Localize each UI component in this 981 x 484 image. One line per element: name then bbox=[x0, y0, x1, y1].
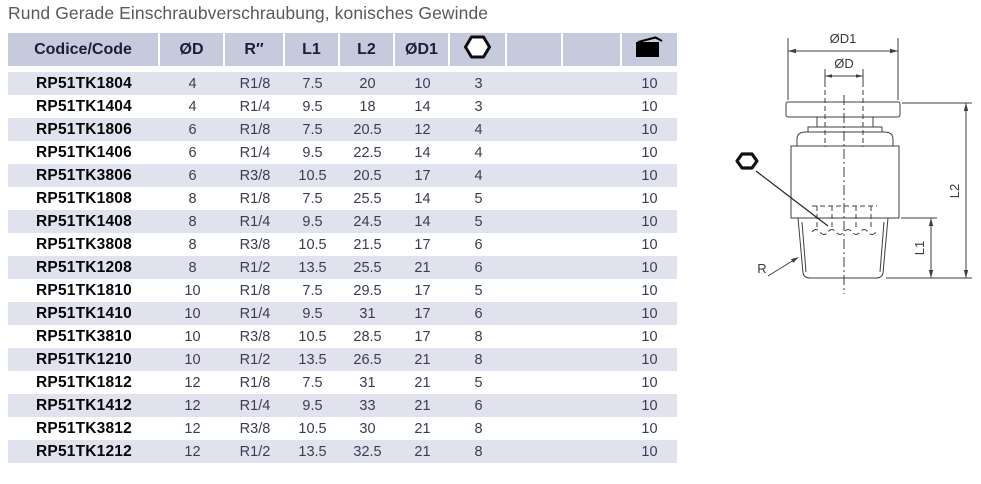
column-header-hex bbox=[450, 33, 507, 66]
column-header-spacer2 bbox=[563, 33, 622, 66]
cell-spacer2 bbox=[563, 371, 622, 394]
technical-drawing bbox=[700, 10, 981, 310]
cell-d1: 21 bbox=[414, 420, 431, 437]
cell-spacer1 bbox=[507, 371, 563, 394]
cell-pack: 10 bbox=[641, 328, 658, 345]
cell-spacer2 bbox=[563, 348, 622, 371]
cell-l2: 20 bbox=[359, 75, 376, 92]
cell-pack: 10 bbox=[641, 121, 658, 138]
cell-spacer2 bbox=[563, 302, 622, 325]
cell-l2: 21.5 bbox=[353, 236, 382, 253]
hex-nut-symbol bbox=[737, 154, 828, 226]
cell-code: RP51TK1808 bbox=[36, 189, 132, 207]
cell-r: R1/4 bbox=[239, 397, 271, 414]
cell-d: 6 bbox=[188, 167, 197, 184]
cell-pack: 10 bbox=[641, 144, 658, 161]
cell-d1: 17 bbox=[414, 305, 431, 322]
cell-spacer1 bbox=[507, 417, 563, 440]
table-row bbox=[8, 118, 677, 141]
cell-pack: 10 bbox=[641, 213, 658, 230]
cell-spacer1 bbox=[507, 210, 563, 233]
cell-pack: 10 bbox=[641, 236, 658, 253]
cell-spacer2 bbox=[563, 233, 622, 256]
cell-r: R3/8 bbox=[239, 167, 271, 184]
cell-hex: 8 bbox=[474, 328, 483, 345]
column-header-l2: L2 bbox=[340, 33, 395, 66]
column-header-r: R″ bbox=[225, 33, 285, 66]
cell-spacer2 bbox=[563, 141, 622, 164]
cell-d1: 14 bbox=[414, 98, 431, 115]
cell-hex: 4 bbox=[474, 167, 483, 184]
cell-d: 8 bbox=[188, 259, 197, 276]
cell-d: 12 bbox=[184, 420, 201, 437]
cell-l2: 28.5 bbox=[353, 328, 382, 345]
cell-pack: 10 bbox=[641, 305, 658, 322]
cell-code: RP51TK1812 bbox=[36, 373, 132, 391]
cell-d: 10 bbox=[184, 328, 201, 345]
cell-pack: 10 bbox=[641, 420, 658, 437]
cell-l1: 13.5 bbox=[298, 259, 327, 276]
cell-l1: 9.5 bbox=[302, 98, 323, 115]
cell-spacer2 bbox=[563, 118, 622, 141]
cell-spacer2 bbox=[563, 95, 622, 118]
cell-hex: 3 bbox=[474, 98, 483, 115]
cell-l1: 10.5 bbox=[298, 167, 327, 184]
cell-code: RP51TK3812 bbox=[36, 419, 132, 437]
cell-pack: 10 bbox=[641, 374, 658, 391]
cell-r: R1/4 bbox=[239, 305, 271, 322]
column-header-spacer1 bbox=[507, 33, 563, 66]
cell-pack: 10 bbox=[641, 190, 658, 207]
cell-spacer1 bbox=[507, 141, 563, 164]
cell-d1: 21 bbox=[414, 374, 431, 391]
cell-l1: 9.5 bbox=[302, 144, 323, 161]
cell-r: R1/8 bbox=[239, 190, 271, 207]
cell-code: RP51TK1806 bbox=[36, 120, 132, 138]
cell-pack: 10 bbox=[641, 351, 658, 368]
cell-d1: 17 bbox=[414, 236, 431, 253]
cell-hex: 8 bbox=[474, 443, 483, 460]
cell-l2: 18 bbox=[359, 98, 376, 115]
cell-r: R3/8 bbox=[239, 328, 271, 345]
cell-d: 8 bbox=[188, 213, 197, 230]
table-row bbox=[8, 371, 677, 394]
cell-l1: 7.5 bbox=[302, 75, 323, 92]
table-row bbox=[8, 72, 677, 95]
cell-spacer1 bbox=[507, 233, 563, 256]
cell-spacer1 bbox=[507, 440, 563, 463]
cell-d: 10 bbox=[184, 282, 201, 299]
cell-d: 8 bbox=[188, 236, 197, 253]
cell-l2: 24.5 bbox=[353, 213, 382, 230]
cell-spacer2 bbox=[563, 164, 622, 187]
table-row bbox=[8, 210, 677, 233]
cell-d: 10 bbox=[184, 305, 201, 322]
table-row bbox=[8, 302, 677, 325]
cell-spacer2 bbox=[563, 256, 622, 279]
column-header-d1: ØD1 bbox=[395, 33, 450, 66]
cell-l1: 9.5 bbox=[302, 397, 323, 414]
cell-code: RP51TK1404 bbox=[36, 97, 132, 115]
table-row bbox=[8, 440, 677, 463]
cell-l2: 29.5 bbox=[353, 282, 382, 299]
cell-l2: 30 bbox=[359, 420, 376, 437]
cell-spacer2 bbox=[563, 279, 622, 302]
cell-d1: 14 bbox=[414, 190, 431, 207]
cell-spacer1 bbox=[507, 279, 563, 302]
table-row bbox=[8, 256, 677, 279]
cell-spacer2 bbox=[563, 72, 622, 95]
cell-pack: 10 bbox=[641, 443, 658, 460]
cell-l1: 9.5 bbox=[302, 213, 323, 230]
cell-l1: 7.5 bbox=[302, 374, 323, 391]
cell-pack: 10 bbox=[641, 282, 658, 299]
column-header-d: ØD bbox=[160, 33, 225, 66]
cell-d1: 12 bbox=[414, 121, 431, 138]
cell-d: 6 bbox=[188, 121, 197, 138]
cell-spacer2 bbox=[563, 394, 622, 417]
cell-code: RP51TK1212 bbox=[36, 442, 132, 460]
cell-spacer1 bbox=[507, 72, 563, 95]
cell-pack: 10 bbox=[641, 167, 658, 184]
cell-d1: 17 bbox=[414, 282, 431, 299]
cell-hex: 5 bbox=[474, 374, 483, 391]
cell-l2: 25.5 bbox=[353, 190, 382, 207]
table-body bbox=[8, 72, 677, 463]
cell-hex: 5 bbox=[474, 282, 483, 299]
table-row bbox=[8, 141, 677, 164]
cell-d: 4 bbox=[188, 98, 197, 115]
cell-spacer1 bbox=[507, 118, 563, 141]
hex-nut-icon bbox=[464, 35, 491, 64]
cell-l1: 7.5 bbox=[302, 282, 323, 299]
cell-hex: 8 bbox=[474, 420, 483, 437]
table-header-row bbox=[8, 33, 677, 66]
cell-code: RP51TK1810 bbox=[36, 281, 132, 299]
cell-spacer1 bbox=[507, 187, 563, 210]
cell-hex: 8 bbox=[474, 351, 483, 368]
cell-l1: 10.5 bbox=[298, 236, 327, 253]
cell-d: 12 bbox=[184, 397, 201, 414]
cell-r: R3/8 bbox=[239, 420, 271, 437]
cell-r: R1/4 bbox=[239, 98, 271, 115]
cell-l2: 22.5 bbox=[353, 144, 382, 161]
cell-l2: 25.5 bbox=[353, 259, 382, 276]
cell-pack: 10 bbox=[641, 259, 658, 276]
cell-l1: 9.5 bbox=[302, 305, 323, 322]
cell-l2: 20.5 bbox=[353, 121, 382, 138]
page-title: Rund Gerade Einschraubverschraubung, konisches Gewinde bbox=[8, 3, 489, 23]
cell-code: RP51TK1410 bbox=[36, 304, 132, 322]
cell-l2: 32.5 bbox=[353, 443, 382, 460]
cell-r: R1/4 bbox=[239, 213, 271, 230]
cell-spacer1 bbox=[507, 348, 563, 371]
cell-d1: 17 bbox=[414, 328, 431, 345]
cell-l1: 7.5 bbox=[302, 121, 323, 138]
cell-pack: 10 bbox=[641, 397, 658, 414]
table-row bbox=[8, 417, 677, 440]
cell-r: R1/8 bbox=[239, 75, 271, 92]
cell-hex: 5 bbox=[474, 213, 483, 230]
cell-spacer1 bbox=[507, 95, 563, 118]
cell-pack: 10 bbox=[641, 75, 658, 92]
cell-r: R1/2 bbox=[239, 443, 271, 460]
cell-r: R3/8 bbox=[239, 236, 271, 253]
cell-r: R1/8 bbox=[239, 282, 271, 299]
cell-spacer2 bbox=[563, 325, 622, 348]
cell-l2: 20.5 bbox=[353, 167, 382, 184]
product-table bbox=[8, 33, 677, 463]
dim-label-r: R bbox=[757, 261, 767, 276]
cell-hex: 6 bbox=[474, 259, 483, 276]
cell-d: 6 bbox=[188, 144, 197, 161]
column-header-package bbox=[622, 33, 677, 66]
cell-d: 10 bbox=[184, 351, 201, 368]
column-header-l1: L1 bbox=[285, 33, 340, 66]
cell-hex: 6 bbox=[474, 305, 483, 322]
column-header-code: Codice/Code bbox=[8, 33, 160, 66]
cell-l1: 13.5 bbox=[298, 351, 327, 368]
cell-d1: 21 bbox=[414, 259, 431, 276]
cell-code: RP51TK1804 bbox=[36, 74, 132, 92]
cell-hex: 4 bbox=[474, 121, 483, 138]
cell-hex: 3 bbox=[474, 75, 483, 92]
cell-spacer2 bbox=[563, 210, 622, 233]
dim-label-d1: ØD1 bbox=[829, 31, 857, 46]
cell-r: R1/2 bbox=[239, 259, 271, 276]
cell-spacer2 bbox=[563, 417, 622, 440]
cell-spacer1 bbox=[507, 256, 563, 279]
cell-d1: 21 bbox=[414, 443, 431, 460]
dim-label-l1: L1 bbox=[912, 240, 927, 256]
cell-code: RP51TK3808 bbox=[36, 235, 132, 253]
cell-spacer1 bbox=[507, 325, 563, 348]
cell-spacer1 bbox=[507, 164, 563, 187]
cell-d1: 14 bbox=[414, 213, 431, 230]
cell-hex: 4 bbox=[474, 144, 483, 161]
cell-l2: 26.5 bbox=[353, 351, 382, 368]
cell-d1: 14 bbox=[414, 144, 431, 161]
cell-code: RP51TK1412 bbox=[36, 396, 132, 414]
cell-code: RP51TK1408 bbox=[36, 212, 132, 230]
cell-l1: 10.5 bbox=[298, 420, 327, 437]
cell-code: RP51TK3810 bbox=[36, 327, 132, 345]
cell-l2: 31 bbox=[359, 374, 376, 391]
table-row bbox=[8, 187, 677, 210]
cell-l2: 33 bbox=[359, 397, 376, 414]
cell-pack: 10 bbox=[641, 98, 658, 115]
cell-hex: 6 bbox=[474, 236, 483, 253]
cell-hex: 6 bbox=[474, 397, 483, 414]
table-row bbox=[8, 348, 677, 371]
cell-d: 12 bbox=[184, 374, 201, 391]
cell-d: 12 bbox=[184, 443, 201, 460]
dim-label-d: ØD bbox=[834, 56, 854, 71]
cell-spacer2 bbox=[563, 187, 622, 210]
cell-code: RP51TK3806 bbox=[36, 166, 132, 184]
cell-hex: 5 bbox=[474, 190, 483, 207]
table-row bbox=[8, 95, 677, 118]
cell-l1: 7.5 bbox=[302, 190, 323, 207]
table-row bbox=[8, 279, 677, 302]
dim-label-l2: L2 bbox=[947, 183, 962, 199]
cell-spacer1 bbox=[507, 394, 563, 417]
cell-d1: 21 bbox=[414, 397, 431, 414]
cell-d: 4 bbox=[188, 75, 197, 92]
cell-d: 8 bbox=[188, 190, 197, 207]
cell-l1: 10.5 bbox=[298, 328, 327, 345]
cell-spacer2 bbox=[563, 440, 622, 463]
cell-r: R1/8 bbox=[239, 121, 271, 138]
cell-r: R1/2 bbox=[239, 351, 271, 368]
cell-l2: 31 bbox=[359, 305, 376, 322]
cell-d1: 21 bbox=[414, 351, 431, 368]
cell-r: R1/4 bbox=[239, 144, 271, 161]
cell-l1: 13.5 bbox=[298, 443, 327, 460]
table-row bbox=[8, 325, 677, 348]
table-row bbox=[8, 394, 677, 417]
table-row bbox=[8, 164, 677, 187]
cell-code: RP51TK1210 bbox=[36, 350, 132, 368]
package-icon bbox=[635, 36, 665, 63]
cell-d1: 10 bbox=[414, 75, 431, 92]
cell-d1: 17 bbox=[414, 167, 431, 184]
cell-code: RP51TK1406 bbox=[36, 143, 132, 161]
cell-code: RP51TK1208 bbox=[36, 258, 132, 276]
table-row bbox=[8, 233, 677, 256]
cell-r: R1/8 bbox=[239, 374, 271, 391]
cell-spacer1 bbox=[507, 302, 563, 325]
